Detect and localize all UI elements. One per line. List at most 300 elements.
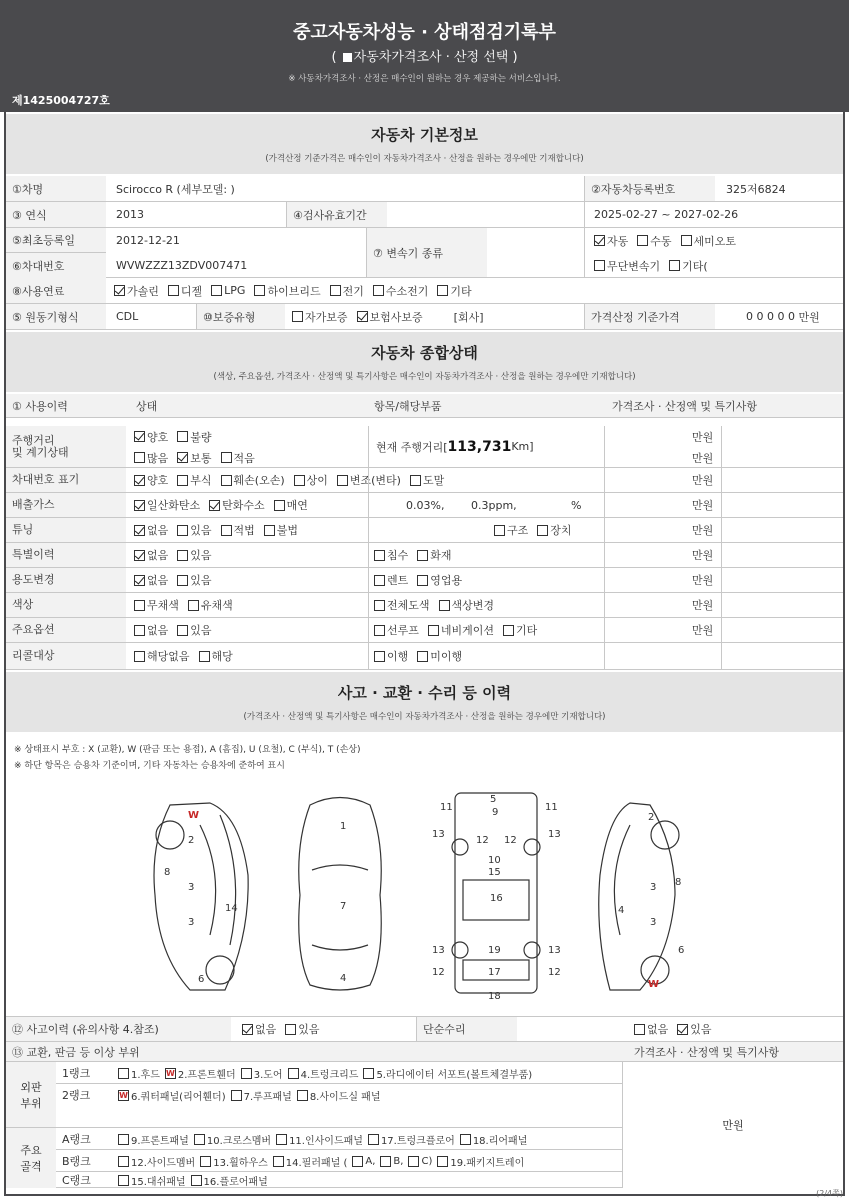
checkbox[interactable] xyxy=(264,525,275,536)
checkbox[interactable] xyxy=(437,285,448,296)
basic-info-title: 자동차 기본정보 xyxy=(371,126,478,144)
select-box[interactable] xyxy=(343,53,352,62)
svg-text:12: 12 xyxy=(476,835,489,846)
checkbox[interactable] xyxy=(221,525,232,536)
checkbox[interactable] xyxy=(118,1175,129,1186)
rank-row-3-item-0[interactable] xyxy=(118,1132,189,1147)
overall-row-8-opt-label: 있음 xyxy=(190,624,212,637)
checkbox[interactable] xyxy=(380,1156,391,1167)
checkbox[interactable] xyxy=(408,1156,419,1167)
row-car-name xyxy=(6,176,843,202)
overall-row-7-opt-1[interactable] xyxy=(188,597,233,613)
checkbox[interactable] xyxy=(188,600,199,611)
opt-cvt-label: 무단변속기 xyxy=(607,259,661,273)
checkbox[interactable] xyxy=(374,651,385,662)
rank-row-4-item-1[interactable] xyxy=(200,1154,268,1169)
overall-row-9-opt-0[interactable] xyxy=(374,648,408,664)
checkbox[interactable] xyxy=(634,1024,645,1035)
overall-row-8-opt-2[interactable] xyxy=(503,622,537,638)
overall-row-4-opt-0[interactable] xyxy=(494,522,528,538)
emission-smoke: % xyxy=(571,498,582,512)
overall-row-8-opt-0[interactable] xyxy=(134,622,168,638)
checkbox-checked[interactable] xyxy=(134,575,145,586)
warranty-self-label: 자가보증 xyxy=(305,310,348,324)
overall-row-7-opt-0[interactable] xyxy=(374,597,430,613)
rank-row-4-item-4[interactable] xyxy=(380,1156,403,1167)
opt-cvt[interactable] xyxy=(594,258,660,274)
form-subtitle xyxy=(0,46,849,65)
overall-row-1-opt-1[interactable] xyxy=(177,429,211,445)
reg-no-value: 325저6824 xyxy=(726,182,786,196)
checkbox[interactable] xyxy=(594,260,605,271)
overall-row-3-label: 배출가스 xyxy=(6,493,126,517)
checkbox[interactable] xyxy=(297,1090,308,1101)
fuel-lpg-label: LPG xyxy=(224,284,246,297)
svg-text:3: 3 xyxy=(650,917,657,928)
checkbox[interactable] xyxy=(274,500,285,511)
checkbox-checked[interactable] xyxy=(209,500,220,511)
overall-row-4-opt-label: 없음 xyxy=(147,524,169,537)
overall-row-4 xyxy=(6,518,843,543)
checkbox[interactable] xyxy=(134,651,145,662)
overall-row-3-opt-1[interactable] xyxy=(209,497,265,513)
checkbox[interactable] xyxy=(503,625,514,636)
checkbox-checked[interactable] xyxy=(114,285,125,296)
checkbox[interactable] xyxy=(294,475,305,486)
overall-row-6-opt-0[interactable] xyxy=(374,572,408,588)
rank-row-4-item-label: C) xyxy=(421,1155,433,1167)
checkbox[interactable] xyxy=(337,475,348,486)
emission-hc: 0.3ppm, xyxy=(471,498,517,512)
checkbox[interactable] xyxy=(681,235,692,246)
overall-row-7-opt-label: 전체도색 xyxy=(387,599,430,612)
checkbox[interactable] xyxy=(374,550,385,561)
svg-text:3: 3 xyxy=(188,882,195,893)
overall-row-4-opt-1[interactable] xyxy=(177,522,211,538)
svg-text:13: 13 xyxy=(548,829,561,840)
overall-row-7-status xyxy=(134,593,242,617)
overall-row-2-label: 차대번호 표기 xyxy=(6,468,126,492)
fuel-diesel[interactable] xyxy=(168,283,202,299)
overall-row-1-opt-label: 양호 xyxy=(147,430,169,444)
overall-row-9-status xyxy=(134,643,242,669)
rank-row-2-item-2[interactable] xyxy=(297,1088,381,1103)
first-reg-value: 2012-12-21 xyxy=(116,234,180,247)
overall-row-5-opt-label: 있음 xyxy=(190,549,212,562)
checkbox[interactable] xyxy=(191,1175,202,1186)
overall-row-1-opt-2[interactable] xyxy=(221,450,255,466)
rank-row-4-item-0[interactable] xyxy=(118,1154,195,1169)
overall-row-5-opt-0[interactable] xyxy=(374,547,408,563)
col-history: ① 사용이력 xyxy=(12,399,68,413)
overall-row-2-opt-label: 도말 xyxy=(422,474,445,487)
checkbox[interactable] xyxy=(417,651,428,662)
svg-text:12: 12 xyxy=(548,967,561,978)
parts-price-label: 가격조사 · 산정액 및 특기사항 xyxy=(634,1045,779,1059)
overall-row-9-opt-label: 이행 xyxy=(387,650,409,663)
rank-row-3-item-label: 10.크로스멤버 xyxy=(206,1135,272,1147)
overall-row-2-opt-label: 훼손(오손) xyxy=(233,474,285,487)
overall-row-2-opt-3[interactable] xyxy=(294,472,328,488)
overall-row-9-opt-0[interactable] xyxy=(134,648,190,664)
overall-row-5-opt-0[interactable] xyxy=(134,547,168,563)
fuel-hybrid[interactable] xyxy=(254,283,320,299)
overall-row-2-opt-1[interactable] xyxy=(177,472,211,488)
checkbox-checked[interactable] xyxy=(594,235,605,246)
warranty-insurance-label: 보험사보증 xyxy=(369,310,423,324)
checkbox[interactable] xyxy=(437,1156,448,1167)
svg-text:5: 5 xyxy=(490,794,497,805)
overall-row-5-opt-label: 화재 xyxy=(430,549,452,562)
checkbox[interactable] xyxy=(374,625,385,636)
svg-text:14: 14 xyxy=(225,903,238,914)
overall-row-6-opt-label: 영업용 xyxy=(430,574,463,587)
overall-row-5-opt-1[interactable] xyxy=(177,547,211,563)
subtitle-text: 자동차가격조사 · 산정 선택 xyxy=(353,50,509,65)
rank-row-1-item-label: 2.프론트휀더 xyxy=(177,1069,236,1081)
emission-co: 0.03%, xyxy=(406,498,445,512)
overall-row-6-items xyxy=(374,568,471,592)
checkbox[interactable] xyxy=(288,1068,299,1079)
rank-row-5-item-0[interactable] xyxy=(118,1173,186,1188)
checkbox[interactable] xyxy=(637,235,648,246)
accident-history-options xyxy=(242,1017,329,1041)
overall-note: (색상, 주요옵션, 가격조사 · 산정액 및 특기사항은 매수인이 자동차가격조사 · 산정을 원하는 경우에만 기재합니다) xyxy=(213,372,636,382)
svg-text:8: 8 xyxy=(164,867,171,878)
rank-row-3-item-1[interactable] xyxy=(194,1132,271,1147)
row-year xyxy=(6,202,843,228)
checkbox-checked[interactable] xyxy=(357,311,368,322)
overall-row-2-opt-2[interactable] xyxy=(221,472,285,488)
rank-row-2-item-0[interactable] xyxy=(118,1088,226,1103)
overall-row-2-opt-label: 상이 xyxy=(306,474,328,487)
fuel-hydrogen-label: 수소전기 xyxy=(385,284,429,298)
overall-row-4-opt-label: 적법 xyxy=(233,524,255,537)
checkbox[interactable] xyxy=(439,600,450,611)
rank-row-4-item-6[interactable] xyxy=(437,1154,524,1169)
fuel-other[interactable] xyxy=(437,283,471,299)
overall-row-6-opt-label: 없음 xyxy=(147,574,169,587)
svg-text:1: 1 xyxy=(340,821,347,832)
rank-row-2-items xyxy=(118,1084,386,1106)
legend-note: ※ 하단 항목은 승용차 기준이며, 기타 자동차는 승용차에 준하여 표시 xyxy=(14,761,285,771)
price-label: 가격산정 기준가격 xyxy=(585,304,715,329)
col-price: 가격조사 · 산정액 및 특기사항 xyxy=(612,399,757,413)
rank-row-5-item-label: 16.플로어패널 xyxy=(203,1176,268,1188)
svg-text:13: 13 xyxy=(432,829,445,840)
car-right-view xyxy=(599,803,685,990)
checkbox[interactable] xyxy=(118,1068,129,1079)
overall-row-4-status xyxy=(134,518,307,542)
overall-row-8-opt-1[interactable] xyxy=(428,622,494,638)
overall-row-6-opt-0[interactable] xyxy=(134,572,168,588)
rank-row-1 xyxy=(56,1062,622,1084)
simple-none[interactable] xyxy=(634,1021,668,1037)
overall-row-3-opt-2[interactable] xyxy=(274,497,308,513)
overall-row-8-status xyxy=(134,618,221,642)
inspection-value: 2025-02-27 ~ 2027-02-26 xyxy=(594,208,739,221)
checkbox[interactable] xyxy=(537,525,548,536)
warranty-insurance[interactable] xyxy=(357,309,423,325)
checkbox[interactable] xyxy=(330,285,341,296)
year-value: 2013 xyxy=(116,208,144,221)
checkbox[interactable] xyxy=(168,285,179,296)
overall-row-2-opt-0[interactable] xyxy=(134,472,168,488)
overall-row-9-opt-1[interactable] xyxy=(417,648,462,664)
checkbox[interactable] xyxy=(363,1068,374,1079)
vin-value: WVWZZZ13ZDV007471 xyxy=(116,259,248,272)
overall-row-1-opt-0[interactable] xyxy=(134,429,168,445)
checkbox[interactable] xyxy=(134,452,145,463)
fuel-hydrogen[interactable] xyxy=(373,283,429,299)
overall-row-4-opt-1[interactable] xyxy=(537,522,571,538)
checkbox[interactable] xyxy=(669,260,680,271)
rank-row-4 xyxy=(56,1150,622,1172)
checkbox[interactable] xyxy=(352,1156,363,1167)
overall-row-6-opt-1[interactable] xyxy=(177,572,211,588)
checkbox[interactable] xyxy=(134,600,145,611)
rank-row-1-items xyxy=(118,1062,537,1084)
overall-row-7-opt-0[interactable] xyxy=(134,597,179,613)
checkbox[interactable] xyxy=(177,550,188,561)
opt-etc[interactable] xyxy=(669,258,708,274)
rank-row-1-item-2[interactable] xyxy=(241,1066,283,1081)
fuel-lpg[interactable] xyxy=(211,284,245,297)
warranty-self[interactable] xyxy=(292,309,348,325)
overall-col-header xyxy=(6,394,843,418)
overall-row-1-opt-label: 적음 xyxy=(233,451,255,465)
checkbox[interactable] xyxy=(285,1024,296,1035)
checkbox[interactable] xyxy=(231,1090,242,1101)
overall-row-4-opt-0[interactable] xyxy=(134,522,168,538)
svg-text:4: 4 xyxy=(340,973,347,984)
rank-row-5-label: C랭크 xyxy=(62,1174,91,1187)
svg-text:3: 3 xyxy=(650,882,657,893)
overall-header xyxy=(6,332,843,392)
svg-text:15: 15 xyxy=(488,867,501,878)
checkbox[interactable] xyxy=(373,285,384,296)
checkbox[interactable] xyxy=(410,475,421,486)
checkbox[interactable] xyxy=(276,1134,287,1145)
fuel-electric[interactable] xyxy=(330,283,364,299)
accident-none-label: 없음 xyxy=(255,1023,277,1036)
checkbox[interactable] xyxy=(221,452,232,463)
rank-row-3-item-4[interactable] xyxy=(460,1132,528,1147)
overall-row-8-opt-1[interactable] xyxy=(177,622,211,638)
checkbox-marked-w[interactable]: W xyxy=(165,1068,175,1078)
price-unit: 만원 xyxy=(798,310,820,324)
fuel-hybrid-label: 하이브리드 xyxy=(267,284,321,298)
overall-row-4-opt-label: 구조 xyxy=(507,524,529,537)
overall-row-4-opt-2[interactable] xyxy=(221,522,255,538)
overall-row-8-opt-label: 없음 xyxy=(147,624,169,637)
mileage-unit: Km] xyxy=(511,440,534,453)
checkbox-checked[interactable] xyxy=(134,550,145,561)
overall-row-5-opt-label: 없음 xyxy=(147,549,169,562)
checkbox[interactable] xyxy=(292,311,303,322)
checkbox[interactable] xyxy=(177,575,188,586)
rank-row-4-item-2[interactable] xyxy=(273,1154,348,1169)
rank-row-5-item-1[interactable] xyxy=(191,1173,268,1188)
checkbox-checked[interactable] xyxy=(177,452,188,463)
overall-row-4-opt-label: 있음 xyxy=(190,524,212,537)
mileage-value: 113,731 xyxy=(447,438,512,455)
checkbox[interactable] xyxy=(134,625,145,636)
form-header xyxy=(0,0,849,112)
overall-row-4-opt-label: 장치 xyxy=(550,524,572,537)
svg-text:12: 12 xyxy=(504,835,517,846)
accident-note: (가격조사 · 산정액 및 특기사항은 매수인이 자동차가격조사 · 산정을 원하는 경우에만 기재합니다) xyxy=(243,712,606,722)
overall-row-1-opt-1[interactable] xyxy=(177,450,211,466)
overall-row-1-opt-label: 불량 xyxy=(190,430,212,444)
car-name-value: Scirocco R (세부모델: ) xyxy=(116,182,235,196)
simple-yes[interactable] xyxy=(677,1021,711,1037)
checkbox[interactable] xyxy=(199,651,210,662)
accident-yes[interactable] xyxy=(285,1021,319,1037)
checkbox[interactable] xyxy=(494,525,505,536)
opt-semi[interactable] xyxy=(681,233,737,249)
outer-panel-label: 외판 부위 xyxy=(6,1062,56,1128)
transmission-options-2 xyxy=(594,253,717,278)
rank-row-3-item-3[interactable] xyxy=(368,1132,455,1147)
rank-row-4-item-5[interactable] xyxy=(408,1156,432,1167)
overall-row-5-opt-1[interactable] xyxy=(417,547,451,563)
rank-row-1-item-0[interactable] xyxy=(118,1066,160,1081)
overall-row-6-price: 만원 xyxy=(692,574,714,587)
overall-row-7-opt-1[interactable] xyxy=(439,597,495,613)
parts-label: ⑬ 교환, 판금 등 이상 부위 xyxy=(12,1045,140,1059)
checkbox[interactable] xyxy=(417,550,428,561)
simple-repair-label: 단순수리 xyxy=(417,1017,517,1041)
opt-manual[interactable] xyxy=(637,233,671,249)
checkbox[interactable] xyxy=(118,1156,129,1167)
overall-row-5-label: 특별이력 xyxy=(6,543,126,567)
checkbox-checked[interactable] xyxy=(677,1024,688,1035)
checkbox[interactable] xyxy=(428,625,439,636)
checkbox[interactable] xyxy=(374,575,385,586)
simple-yes-label: 있음 xyxy=(690,1023,712,1036)
car-name-label: ①차명 xyxy=(6,176,106,201)
rank-row-4-item-label: 19.패키지트레이 xyxy=(450,1157,525,1169)
rank-row-1-item-label: 5.라디에이터 서포트(볼트체결부품) xyxy=(376,1069,533,1081)
overall-row-1-opt-label: 많음 xyxy=(147,451,169,465)
rank-row-2-item-1[interactable] xyxy=(231,1088,292,1103)
rank-row-4-item-label: 14.필러패널 ( xyxy=(285,1157,348,1169)
overall-row-7-price: 만원 xyxy=(692,599,714,612)
reg-no-label: ②자동차등록번호 xyxy=(585,176,715,201)
checkbox[interactable] xyxy=(177,431,188,442)
overall-row-9-opt-label: 미이행 xyxy=(430,650,463,663)
overall-row-2-opt-5[interactable] xyxy=(410,472,444,488)
overall-row-2-opt-label: 변조(변타) xyxy=(349,474,401,487)
checkbox[interactable] xyxy=(273,1156,284,1167)
overall-row-4-opt-3[interactable] xyxy=(264,522,298,538)
svg-text:11: 11 xyxy=(545,802,558,813)
overall-row-2 xyxy=(6,468,843,493)
overall-row-4-opt-label: 불법 xyxy=(276,524,299,537)
checkbox[interactable] xyxy=(460,1134,471,1145)
inspection-label: ④검사유효기간 xyxy=(287,202,387,227)
damage-mark: W xyxy=(188,810,200,821)
fuel-gasoline[interactable] xyxy=(114,283,159,299)
checkbox[interactable] xyxy=(368,1134,379,1145)
checkbox-checked[interactable] xyxy=(242,1024,253,1035)
rank-row-5-items xyxy=(118,1172,273,1188)
accident-none[interactable] xyxy=(242,1021,276,1037)
overall-row-9 xyxy=(6,643,843,670)
checkbox[interactable] xyxy=(194,1134,205,1145)
checkbox[interactable] xyxy=(118,1134,129,1145)
overall-row-8-opt-0[interactable] xyxy=(374,622,419,638)
overall-row-3-status xyxy=(134,493,317,517)
checkbox-checked[interactable] xyxy=(134,525,145,536)
checkbox-checked[interactable] xyxy=(134,500,145,511)
overall-row-5-opt-label: 침수 xyxy=(387,549,409,562)
overall-row-7-opt-label: 색상변경 xyxy=(451,599,495,612)
checkbox[interactable] xyxy=(221,475,232,486)
checkbox[interactable] xyxy=(177,625,188,636)
rank-row-4-item-3[interactable] xyxy=(352,1156,375,1167)
rank-row-3 xyxy=(56,1128,622,1150)
overall-row-6-opt-1[interactable] xyxy=(417,572,462,588)
checkbox-checked[interactable] xyxy=(134,475,145,486)
accident-yes-label: 있음 xyxy=(298,1023,320,1036)
checkbox-marked-w[interactable]: W xyxy=(119,1090,128,1100)
overall-row-1-opt-0[interactable] xyxy=(134,450,168,466)
overall-row-7-label: 색상 xyxy=(6,593,126,617)
overall-row-8-opt-label: 기타 xyxy=(516,624,538,637)
motor-value: CDL xyxy=(116,310,139,323)
overall-row-5 xyxy=(6,543,843,568)
checkbox[interactable] xyxy=(241,1068,252,1079)
basic-info-header xyxy=(6,114,843,174)
vin-label: ⑥차대번호 xyxy=(6,253,106,278)
subtitle-open: ( xyxy=(331,50,337,65)
rank-row-1-item-1[interactable] xyxy=(165,1066,236,1081)
rank-row-1-item-4[interactable] xyxy=(363,1066,532,1081)
checkbox[interactable] xyxy=(417,575,428,586)
rank-row-3-item-label: 18.리어패널 xyxy=(472,1135,528,1147)
checkbox[interactable] xyxy=(254,285,265,296)
overall-row-8 xyxy=(6,618,843,643)
rank-row-3-item-2[interactable] xyxy=(276,1132,363,1147)
rank-row-4-label: B랭크 xyxy=(62,1155,91,1168)
opt-auto[interactable] xyxy=(594,233,628,249)
svg-text:2: 2 xyxy=(188,835,195,846)
checkbox-checked[interactable] xyxy=(134,431,145,442)
checkbox[interactable] xyxy=(200,1156,211,1167)
checkbox[interactable] xyxy=(177,475,188,486)
checkbox[interactable] xyxy=(211,285,222,296)
checkbox[interactable] xyxy=(374,600,385,611)
fuel-options xyxy=(114,278,481,303)
rank-row-3-item-label: 11.인사이드패널 xyxy=(289,1135,363,1147)
overall-row-6-label: 용도변경 xyxy=(6,568,126,592)
fuel-gasoline-label: 가솔린 xyxy=(127,284,159,298)
overall-row-3-opt-0[interactable] xyxy=(134,497,200,513)
checkbox[interactable] xyxy=(177,525,188,536)
parts-price-cell xyxy=(622,1062,843,1188)
rank-row-1-item-3[interactable] xyxy=(288,1066,359,1081)
overall-row-1-status2 xyxy=(134,447,264,468)
svg-text:6: 6 xyxy=(198,974,205,985)
overall-row-2-price: 만원 xyxy=(692,474,714,487)
overall-row-9-opt-1[interactable] xyxy=(199,648,233,664)
overall-row-8-items xyxy=(374,618,546,642)
transmission-label: ⑦ 변속기 종류 xyxy=(367,228,487,277)
svg-text:12: 12 xyxy=(432,967,445,978)
fuel-other-label: 기타 xyxy=(450,284,472,298)
